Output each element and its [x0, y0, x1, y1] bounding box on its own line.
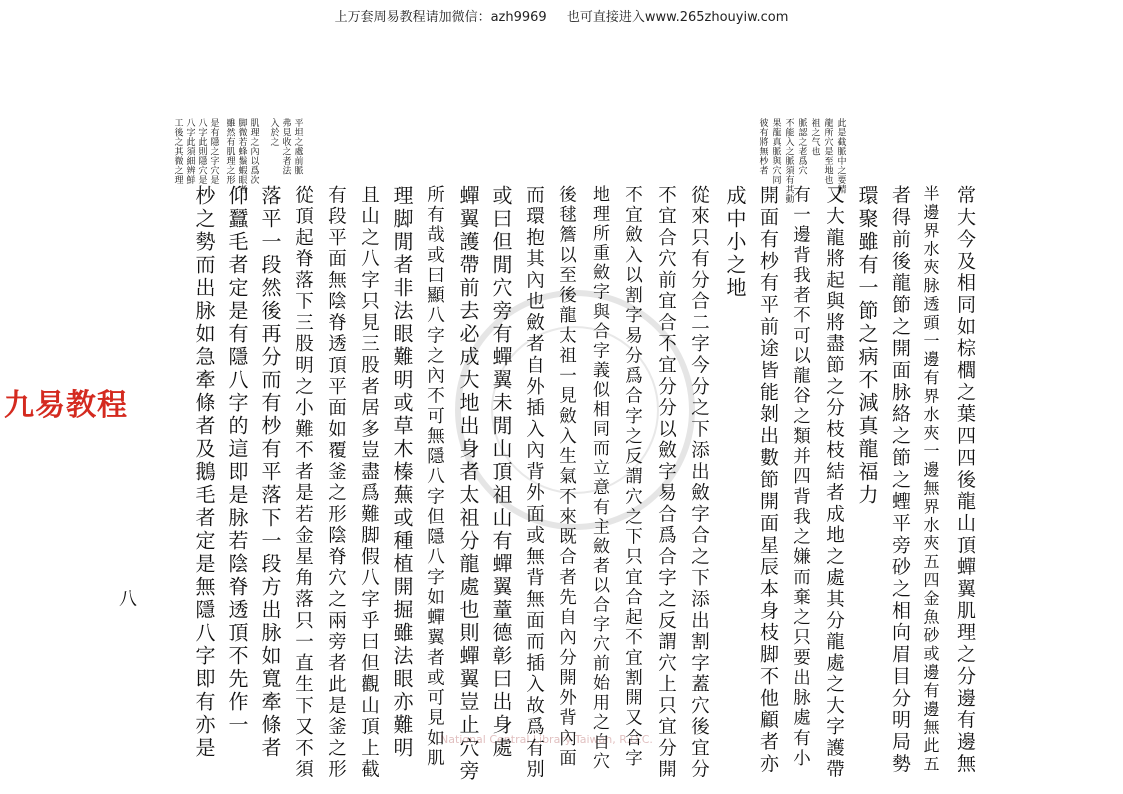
text-column: 落平一段然後再分而有杪有平落下一段方出脉如寬牽條者	[258, 185, 282, 760]
annotation-note: 果龍真脈與穴同	[770, 118, 781, 185]
header-wechat-text: 上万套周易教程请加微信：azh9969	[334, 10, 547, 25]
annotation-note: 是有隱之字穴是	[208, 118, 219, 185]
header-url-text: 也可直接进入www.265zhouyiw.com	[566, 10, 789, 25]
text-column: 有一邊背我者不可以龍谷之類并四背我之嫌而棄之只要出脉處有小	[790, 185, 811, 769]
annotation-note: 雖然有肌理之形	[224, 118, 235, 185]
annotation-note: 脈認之老爲穴	[796, 118, 807, 175]
text-column: 所有哉或曰顯八字之內不可無隱八字但隱八字如蟬翼者或可見如肌	[424, 185, 445, 769]
annotation-note: 八字此則隱穴是	[196, 118, 207, 185]
library-watermark-text: National Central Library Taiwan, R.O.C.	[440, 733, 653, 746]
text-column: 開面有杪有平前途皆能剝出數節開面星辰本身枝脚不他顧者亦	[757, 185, 779, 775]
annotation-note: 工後之其微之理	[172, 118, 183, 185]
text-column: 者得前後龍節之開面脉絡之節之蟶平旁砂之相向眉目分明局勢	[889, 185, 911, 775]
text-column: 地理所重斂字與合字義似相同而立意有主斂者以合字穴前始用之自穴	[589, 185, 609, 772]
text-column: 從來只有分合二字今分之下添出斂字合之下添出割字蓋穴後宜分	[688, 185, 710, 781]
text-column: 從頂起脊落下三股明之小難不者是若金星角落只一直生下又不須	[292, 185, 314, 781]
text-column: 不宜合穴前宜合不宜分分以斂字易合爲合字之反謂穴上只宜分開	[655, 185, 677, 781]
text-column: 常大今及相同如棕櫚之葉四四後龍山頂蟬翼肌理之分邊有邊無	[954, 185, 976, 775]
annotation-note: 八字此須細辨鮮	[184, 118, 195, 185]
text-column: 蟬翼護帶前去必成大地出身者太祖分龍處也則蟬翼豈止穴旁	[456, 185, 480, 783]
text-column: 不宜斂入以割字易分爲合字之反謂穴之下只宜合起不宜割開又合字	[622, 185, 643, 769]
annotation-note: 入於之	[268, 118, 279, 147]
annotation-note: 彼有將無杪者	[757, 118, 768, 175]
annotation-note: 弗見收之者法	[280, 118, 291, 175]
text-column: 仰蠶毛者定是有隱八字的這即是脉若陰脊透頂不先作一	[225, 185, 249, 737]
annotation-note: 脚微若蜂鬚蝦眼者	[236, 118, 247, 194]
text-column: 而環抱其內也斂者自外插入內背外面或無背無面而插入故爲有別	[523, 185, 545, 781]
annotation-note: 肌理之內以爲次	[248, 118, 259, 185]
text-column: 理脚閒者非法眼難明或草木榛蕪或種植開掘雖法眼亦難明	[390, 185, 414, 760]
annotation-note: 平坦之處前脈	[292, 118, 303, 175]
page-number: 八	[119, 589, 137, 610]
text-column: 杪之勢而出脉如急牽條者及鵝毛者定是無隱八字即有亦是	[192, 185, 216, 760]
text-column: 半邊界水夾脉透頭一邊有界水夾一邊無界水夾五四金魚砂或邊有邊無此五	[921, 185, 940, 774]
text-column: 且山之八字只見三股者居多豈盡爲難脚假八字乎曰但觀山頂上截	[358, 185, 380, 781]
text-column: 環聚雖有一節之病不減真龍福力	[855, 185, 879, 507]
text-column: 有段平面無陰脊透頂平面如覆釜之形陰脊穴之兩旁者此是釜之形	[325, 185, 347, 781]
text-column: 或曰但閒穴旁有蟬翼未閒山頂祖山有蟬翼蕫德彰曰出身處	[489, 185, 513, 760]
annotation-note: 不能入之脈須有其動	[783, 118, 794, 204]
annotation-note: 祖之气也	[809, 118, 820, 156]
brand-logo-text: 九易教程	[4, 388, 128, 423]
text-column: 又大龍將起與將盡節之分枝枝結者成地之處其分龍處之大字護帶	[823, 185, 845, 781]
text-column: 後毬簷以至後龍太祖一見斂入生氣不來既合者先自內分開外背內面	[556, 185, 577, 769]
watermark-header	[0, 6, 1123, 25]
annotation-note: 此是截脈中之要精	[835, 118, 846, 194]
annotation-note: 龍所穴是至地也	[822, 118, 833, 185]
text-column: 成中小之地	[723, 185, 747, 300]
